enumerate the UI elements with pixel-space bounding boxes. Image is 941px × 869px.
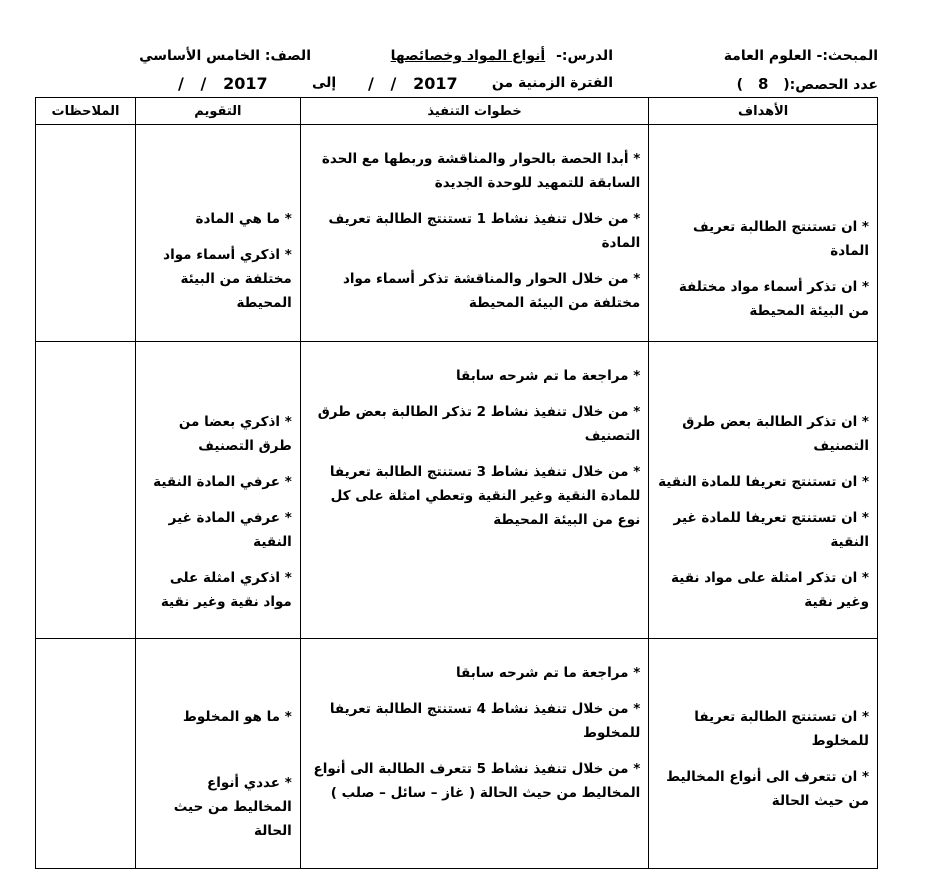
grade-label: الصف: الخامس الأساسي [139,48,311,64]
step-item: * من خلال تنفيذ نشاط 3 تستنتج الطالبة تعريفا للمادة النقية وغير النقية وتعطي امثلة على كل نوع من البيئة المحيطة [329,464,641,528]
periods-count: 8 [757,75,769,93]
steps-cell [300,639,649,869]
table-row [36,342,878,639]
lesson-prefix: الدرس:- [556,48,613,64]
lesson-label [391,48,613,64]
step-item: * من خلال تنفيذ نشاط 1 تستنتج الطالبة تعريف المادة [328,211,641,251]
objectives-cell [649,342,878,639]
timeframe-prefix: الفترة الزمنية من [491,75,613,91]
col-evaluation: التقويم [135,98,300,125]
steps-cell [300,342,649,639]
steps-cell [300,125,649,342]
evaluation-item: * ما هي المادة [195,211,292,227]
subject-label: المبحث:- العلوم العامة [723,48,878,64]
objective-item: * ان تذكر الطالبة بعض طرق التصنيف [682,414,869,454]
col-notes: الملاحظات [36,98,136,125]
step-item: * مراجعة ما تم شرحه سابقا [455,368,641,384]
objective-item: * ان تذكر امثلة على مواد نقية وغير نقية [671,570,869,610]
objective-item: * ان تذكر أسماء مواد مختلفة من البيئة المحيطة [678,279,869,319]
to-date: / / 2017 [178,74,268,93]
from-date: / / 2017 [368,74,458,93]
evaluation-item: * اذكري بعضا من طرق التصنيف [178,414,292,454]
table-row [36,125,878,342]
to-label: إلى [312,75,337,91]
lesson-plan-table [35,97,878,869]
step-item: * من خلال تنفيذ نشاط 4 تستنتج الطالبة تعريفا للمخلوط [329,701,641,741]
notes-cell [36,125,136,342]
evaluation-item: * عرفي المادة النقية [153,474,292,490]
evaluation-item: * ما هو المخلوط [182,709,292,725]
objectives-cell [649,639,878,869]
step-item: * مراجعة ما تم شرحه سابقا [455,665,641,681]
step-item: * أبدا الحصة بالحوار والمناقشة وربطها مع الحدة السابقة للتمهيد للوحدة الجديدة [321,151,641,191]
step-item: * من خلال تنفيذ نشاط 2 تذكر الطالبة بعض طرق التصنيف [317,404,641,444]
objectives-cell [649,125,878,342]
periods-close: ) [736,77,744,93]
objective-item: * ان تستنتج الطالبة تعريف المادة [693,219,869,259]
evaluation-item: * اذكري امثلة على مواد نقية وغير نقية [160,570,292,610]
evaluation-cell [135,639,300,869]
evaluation-item: * عددي أنواع المخاليط من حيث الحالة [173,775,292,839]
evaluation-cell [135,342,300,639]
timeframe-label [492,75,613,91]
col-objectives: الأهداف [649,98,878,125]
notes-cell [36,639,136,869]
evaluation-item: * اذكري أسماء مواد مختلفة من البيئة المحيطة [163,247,292,311]
table-header-row [36,98,878,125]
objective-item: * ان تستنتج تعريفا للمادة النقية [658,474,869,490]
objective-item: * ان تستنتج تعريفا للمادة غير النقية [673,510,869,550]
objective-item: * ان تستنتج الطالبة تعريفا للمخلوط [694,709,869,749]
periods-prefix: عدد الحصص:( [783,77,878,93]
step-item: * من خلال تنفيذ نشاط 5 تتعرف الطالبة الى أنواع المخاليط من حيث الحالة ( غاز – سائل – صلب ) [313,761,641,801]
periods-label [737,75,878,93]
evaluation-cell [135,125,300,342]
col-steps: خطوات التنفيذ [300,98,649,125]
objective-item: * ان تتعرف الى أنواع المخاليط من حيث الحالة [666,769,869,809]
evaluation-item: * عرفي المادة غير النقية [168,510,292,550]
table-row [36,639,878,869]
step-item: * من خلال الحوار والمناقشة تذكر أسماء مواد مختلفة من البيئة المحيطة [342,271,641,311]
notes-cell [36,342,136,639]
lesson-title: أنواع المواد وخصائصها [390,48,546,64]
